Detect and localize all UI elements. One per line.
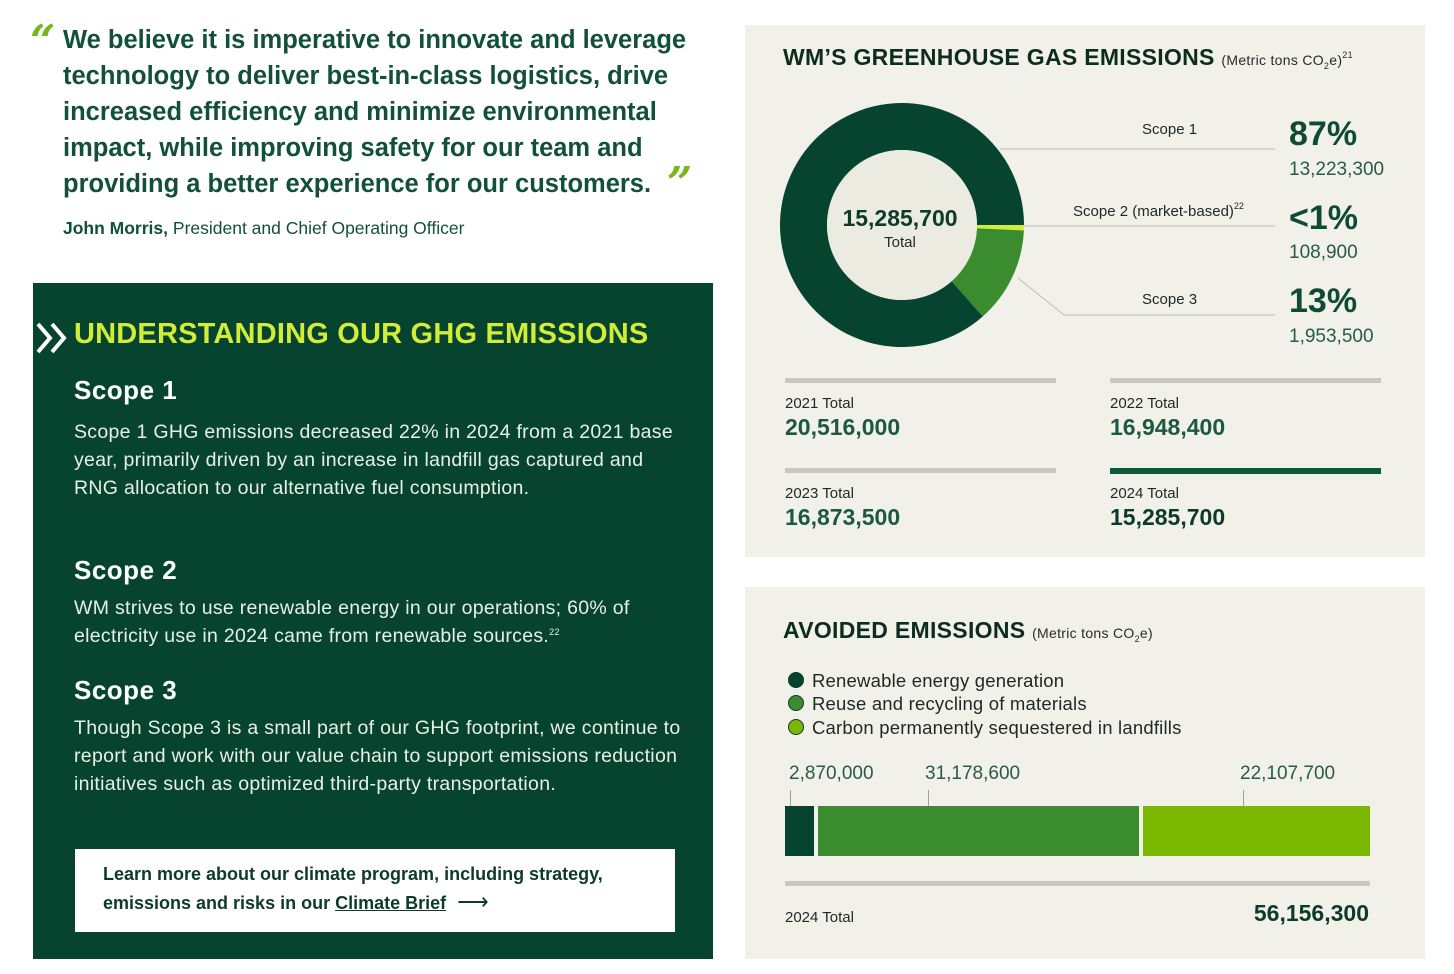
avoided-bar-segment-3 — [1143, 806, 1370, 856]
avoided-unit — [1032, 625, 1153, 644]
legend-dot-sequestered — [788, 719, 804, 735]
year-label-2022: 2022 Total — [1110, 395, 1179, 412]
quote-text: We believe it is imperative to innovate and leverage technology to deliver best-in-class logistics, drive increased efficiency and minimize environmental impact, while improving safety for our team and providing a better experience for our customers. — [63, 26, 687, 198]
year-label-2024: 2024 Total — [1110, 485, 1179, 502]
scope2-pct: <1% — [1289, 199, 1358, 237]
year-label-2023: 2023 Total — [785, 485, 854, 502]
scope1-label: Scope 1 — [1142, 121, 1198, 138]
avoided-value-reuse: 31,178,600 — [925, 763, 1021, 784]
scope3-value: 1,953,500 — [1289, 326, 1374, 347]
open-quote-mark: “ — [30, 16, 56, 67]
year-bar-2022 — [1110, 378, 1381, 383]
avoided-bar-segment-1 — [785, 806, 814, 856]
scope2-label-footnote: 22 — [1233, 201, 1244, 211]
scope2-label-text: Scope 2 (market-based) — [1073, 203, 1234, 220]
unit-suffix: e) — [1329, 52, 1343, 68]
learn-more-label: Learn more about our climate program, including strategy, emissions and risks in our — [103, 864, 603, 913]
year-label-2021: 2021 Total — [785, 395, 854, 412]
ghg-panel-title — [783, 44, 1353, 71]
scope3-label: Scope 3 — [1142, 291, 1198, 308]
scope1-pct: 87% — [1289, 115, 1358, 153]
year-value-2024: 15,285,700 — [1110, 504, 1226, 530]
author-title: President and Chief Operating Officer — [172, 218, 465, 238]
legend-reuse — [788, 693, 1087, 715]
author-name: John Morris, — [63, 218, 169, 238]
climate-brief-link[interactable]: Climate Brief — [335, 893, 447, 913]
legend-label-renewable: Renewable energy generation — [812, 670, 1065, 691]
scope3-heading: Scope 3 — [74, 675, 178, 705]
avoided-title-text: AVOIDED EMISSIONS — [783, 617, 1026, 643]
legend-renewable — [788, 670, 1064, 692]
avoided-total-label: 2024 Total — [785, 909, 854, 926]
unit-sub: 2 — [1323, 61, 1330, 71]
donut-center-label: Total — [884, 234, 916, 251]
year-bar-2024 — [1110, 468, 1381, 474]
legend-label-sequestered: Carbon permanently sequestered in landfills — [812, 717, 1182, 738]
close-quote-mark: ” — [667, 158, 693, 209]
scope3-body: Though Scope 3 is a small part of our GHG footprint, we continue to report and work with our value chain to support emissions reduction initiatives such as optimized third-party transportation. — [74, 717, 681, 795]
tick-reuse — [928, 790, 929, 806]
year-value-2021: 20,516,000 — [785, 414, 901, 440]
scope2-footnote: 22 — [549, 627, 560, 637]
legend-dot-renewable — [788, 672, 804, 688]
scope2-heading: Scope 2 — [74, 555, 178, 585]
legend-label-reuse: Reuse and recycling of materials — [812, 693, 1087, 714]
scope1-heading: Scope 1 — [74, 375, 178, 405]
scope2-label — [1073, 203, 1244, 220]
year-value-2023: 16,873,500 — [785, 504, 901, 530]
year-bar-2021 — [785, 378, 1056, 383]
year-value-2022: 16,948,400 — [1110, 414, 1226, 440]
scope2-body-text: WM strives to use renewable energy in our operations; 60% of electricity use in 2024 came from renewable sources. — [74, 597, 630, 647]
scope3-pct: 13% — [1289, 282, 1358, 320]
avoided-value-renewable: 2,870,000 — [789, 763, 874, 784]
double-chevron-icon — [36, 322, 70, 354]
arrow-right-icon[interactable]: ⟶ — [457, 889, 489, 914]
avoided-total-value: 56,156,300 — [1253, 900, 1369, 926]
callout-lines — [990, 140, 1290, 330]
unit-prefix: (Metric tons CO — [1221, 52, 1324, 68]
donut-center — [820, 205, 980, 251]
tick-renewable — [790, 790, 791, 806]
donut-center-value: 15,285,700 — [842, 205, 958, 231]
quote-attribution — [63, 218, 464, 239]
scope2-body — [74, 594, 684, 653]
scope1-body: Scope 1 GHG emissions decreased 22% in 2024 from a 2021 base year, primarily driven by an increase in landfill gas captured and RNG allocation to our alternative fuel consumption. — [74, 421, 674, 499]
ghg-title-text: WM’S GREENHOUSE GAS EMISSIONS — [783, 44, 1215, 70]
scope2-value: 108,900 — [1289, 242, 1358, 263]
learn-more-text — [103, 860, 663, 917]
avoided-bar-segment-2 — [818, 806, 1138, 856]
unit-footnote: 21 — [1342, 50, 1353, 60]
avoided-unit-sub: 2 — [1134, 634, 1140, 644]
avoided-panel-title — [783, 617, 1153, 644]
avoided-total-bar — [785, 881, 1370, 886]
avoided-value-sequestered: 22,107,700 — [1240, 763, 1336, 784]
understanding-title: UNDERSTANDING OUR GHG EMISSIONS — [74, 318, 649, 350]
legend-sequestered — [788, 717, 1182, 739]
avoided-unit-suffix: e) — [1139, 625, 1153, 641]
scope1-value: 13,223,300 — [1289, 159, 1385, 180]
ghg-unit — [1221, 50, 1353, 71]
year-bar-2023 — [785, 468, 1056, 473]
avoided-unit-prefix: (Metric tons CO — [1032, 625, 1135, 641]
tick-sequestered — [1243, 790, 1244, 806]
legend-dot-reuse — [788, 695, 804, 711]
